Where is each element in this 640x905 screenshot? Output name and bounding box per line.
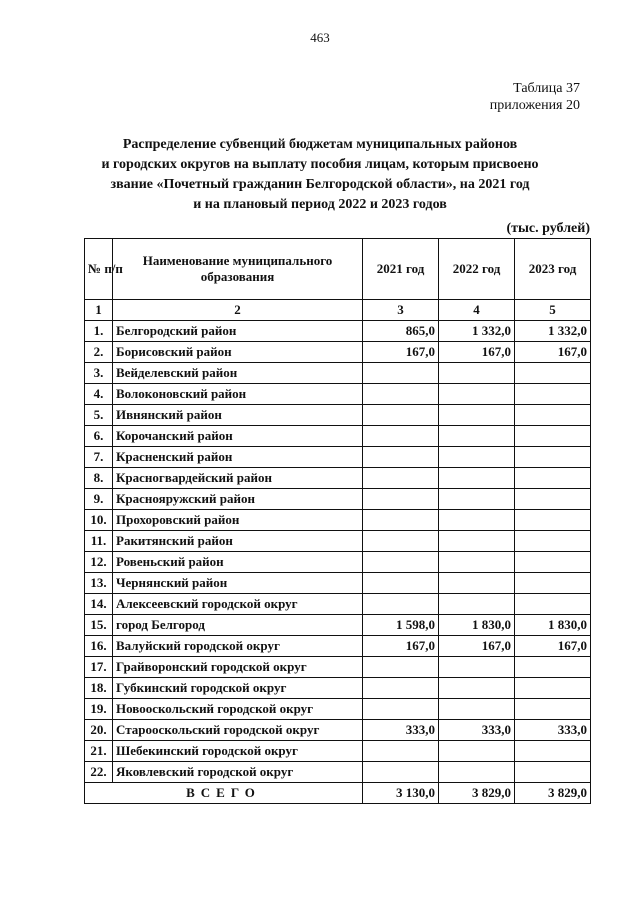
row-name: Корочанский район: [113, 426, 363, 447]
row-value-2021: [363, 741, 439, 762]
units-label: (тыс. рублей): [506, 221, 590, 236]
row-value-2023: [515, 510, 591, 531]
row-value-2021: [363, 405, 439, 426]
row-value-2023: [515, 447, 591, 468]
title-line3: звание «Почетный гражданин Белгородской области», на 2021 год: [110, 177, 530, 192]
table-reference: [490, 80, 580, 114]
row-value-2021: [363, 552, 439, 573]
row-value-2022: [439, 384, 515, 405]
row-number: 5.: [85, 405, 113, 426]
column-number: 1: [85, 300, 113, 321]
row-name: Шебекинский городской округ: [113, 741, 363, 762]
row-number: 6.: [85, 426, 113, 447]
row-value-2022: [439, 552, 515, 573]
table-row: [85, 762, 591, 783]
row-number: 10.: [85, 510, 113, 531]
document-title: [70, 135, 570, 215]
table-row: [85, 594, 591, 615]
row-number: 8.: [85, 468, 113, 489]
row-name: Ивнянский район: [113, 405, 363, 426]
table-row: [85, 510, 591, 531]
row-value-2022: 167,0: [439, 342, 515, 363]
row-value-2021: [363, 762, 439, 783]
row-value-2021: 865,0: [363, 321, 439, 342]
table-row: [85, 342, 591, 363]
row-value-2023: 333,0: [515, 720, 591, 741]
table-row: [85, 363, 591, 384]
row-number: 15.: [85, 615, 113, 636]
table-row: [85, 615, 591, 636]
total-row: [85, 783, 591, 804]
row-name: Прохоровский район: [113, 510, 363, 531]
row-name: Старооскольский городской округ: [113, 720, 363, 741]
table-row: [85, 552, 591, 573]
row-number: 22.: [85, 762, 113, 783]
table-ref-line1: Таблица 37: [513, 81, 580, 96]
row-value-2021: 333,0: [363, 720, 439, 741]
row-value-2021: 1 598,0: [363, 615, 439, 636]
row-name: Волоконовский район: [113, 384, 363, 405]
table-row: [85, 405, 591, 426]
row-number: 4.: [85, 384, 113, 405]
row-number: 18.: [85, 678, 113, 699]
column-number-row: [85, 300, 591, 321]
row-name: Борисовский район: [113, 342, 363, 363]
row-value-2021: [363, 594, 439, 615]
row-value-2023: [515, 384, 591, 405]
total-label: ВСЕГО: [85, 783, 363, 804]
table-row: [85, 468, 591, 489]
row-value-2023: [515, 699, 591, 720]
row-value-2021: [363, 468, 439, 489]
row-value-2022: [439, 510, 515, 531]
row-value-2022: [439, 531, 515, 552]
row-number: 7.: [85, 447, 113, 468]
row-value-2022: [439, 405, 515, 426]
column-number: 4: [439, 300, 515, 321]
title-line4: и на плановый период 2022 и 2023 годов: [193, 197, 447, 212]
row-value-2022: [439, 426, 515, 447]
row-name: Валуйский городской округ: [113, 636, 363, 657]
header-num: № п/п: [85, 239, 113, 300]
row-value-2022: 333,0: [439, 720, 515, 741]
column-number: 2: [113, 300, 363, 321]
total-2021: 3 130,0: [363, 783, 439, 804]
row-number: 14.: [85, 594, 113, 615]
row-value-2021: [363, 447, 439, 468]
row-name: Ракитянский район: [113, 531, 363, 552]
row-value-2023: [515, 573, 591, 594]
row-value-2021: [363, 363, 439, 384]
row-number: 9.: [85, 489, 113, 510]
row-number: 17.: [85, 657, 113, 678]
row-value-2021: [363, 657, 439, 678]
row-value-2023: [515, 489, 591, 510]
row-value-2021: [363, 489, 439, 510]
row-value-2021: [363, 510, 439, 531]
row-value-2022: [439, 489, 515, 510]
row-value-2021: [363, 699, 439, 720]
row-value-2023: [515, 552, 591, 573]
row-value-2022: [439, 741, 515, 762]
table-row: [85, 426, 591, 447]
row-value-2022: [439, 468, 515, 489]
row-number: 20.: [85, 720, 113, 741]
table-row: [85, 678, 591, 699]
row-name: Вейделевский район: [113, 363, 363, 384]
row-value-2023: [515, 762, 591, 783]
row-name: Белгородский район: [113, 321, 363, 342]
header-2021: 2021 год: [363, 239, 439, 300]
page-number: 463: [310, 30, 330, 45]
row-name: Алексеевский городской округ: [113, 594, 363, 615]
row-number: 11.: [85, 531, 113, 552]
row-number: 19.: [85, 699, 113, 720]
row-value-2021: [363, 531, 439, 552]
row-name: Красногвардейский район: [113, 468, 363, 489]
row-value-2022: [439, 762, 515, 783]
row-value-2022: [439, 573, 515, 594]
row-value-2021: 167,0: [363, 342, 439, 363]
table-row: [85, 636, 591, 657]
table-row: [85, 699, 591, 720]
row-value-2022: [439, 594, 515, 615]
row-value-2023: 1 332,0: [515, 321, 591, 342]
row-value-2022: [439, 678, 515, 699]
row-number: 12.: [85, 552, 113, 573]
column-number: 5: [515, 300, 591, 321]
row-value-2022: 167,0: [439, 636, 515, 657]
row-value-2021: [363, 384, 439, 405]
row-value-2023: [515, 363, 591, 384]
column-number: 3: [363, 300, 439, 321]
table-row: [85, 720, 591, 741]
row-name: Грайворонский городской округ: [113, 657, 363, 678]
row-value-2023: [515, 594, 591, 615]
title-line1: Распределение субвенций бюджетам муниципальных районов: [122, 137, 518, 152]
total-2023: 3 829,0: [515, 783, 591, 804]
header-2022: 2022 год: [439, 239, 515, 300]
row-value-2023: 167,0: [515, 636, 591, 657]
row-value-2021: [363, 678, 439, 699]
total-2022: 3 829,0: [439, 783, 515, 804]
table-ref-line2: приложения 20: [489, 98, 580, 113]
title-line2: и городских округов на выплату пособия лицам, которым присвоено: [101, 157, 539, 172]
row-value-2021: [363, 426, 439, 447]
row-value-2023: [515, 426, 591, 447]
row-name: Яковлевский городской округ: [113, 762, 363, 783]
row-value-2023: [515, 468, 591, 489]
table-row: [85, 657, 591, 678]
row-name: Краснояружский район: [113, 489, 363, 510]
row-name: Ровеньский район: [113, 552, 363, 573]
row-value-2022: 1 332,0: [439, 321, 515, 342]
table-row: [85, 384, 591, 405]
row-value-2023: 1 830,0: [515, 615, 591, 636]
table-row: [85, 741, 591, 762]
table-header-row: [85, 239, 591, 300]
table-row: [85, 489, 591, 510]
row-number: 13.: [85, 573, 113, 594]
row-value-2023: 167,0: [515, 342, 591, 363]
row-value-2021: 167,0: [363, 636, 439, 657]
row-value-2023: [515, 741, 591, 762]
header-2023: 2023 год: [515, 239, 591, 300]
row-value-2021: [363, 573, 439, 594]
row-number: 21.: [85, 741, 113, 762]
header-name: Наименование муниципального образования: [113, 239, 363, 300]
row-name: город Белгород: [113, 615, 363, 636]
row-name: Губкинский городской округ: [113, 678, 363, 699]
row-number: 1.: [85, 321, 113, 342]
row-name: Новооскольский городской округ: [113, 699, 363, 720]
row-number: 16.: [85, 636, 113, 657]
row-value-2022: 1 830,0: [439, 615, 515, 636]
row-value-2022: [439, 657, 515, 678]
row-value-2023: [515, 657, 591, 678]
table-row: [85, 321, 591, 342]
row-name: Чернянский район: [113, 573, 363, 594]
table-row: [85, 531, 591, 552]
row-value-2023: [515, 405, 591, 426]
subsidy-table: [84, 238, 591, 804]
row-value-2022: [439, 447, 515, 468]
row-value-2022: [439, 363, 515, 384]
row-value-2023: [515, 531, 591, 552]
table-row: [85, 573, 591, 594]
row-number: 2.: [85, 342, 113, 363]
row-name: Красненский район: [113, 447, 363, 468]
row-number: 3.: [85, 363, 113, 384]
row-value-2022: [439, 699, 515, 720]
table-row: [85, 447, 591, 468]
row-value-2023: [515, 678, 591, 699]
